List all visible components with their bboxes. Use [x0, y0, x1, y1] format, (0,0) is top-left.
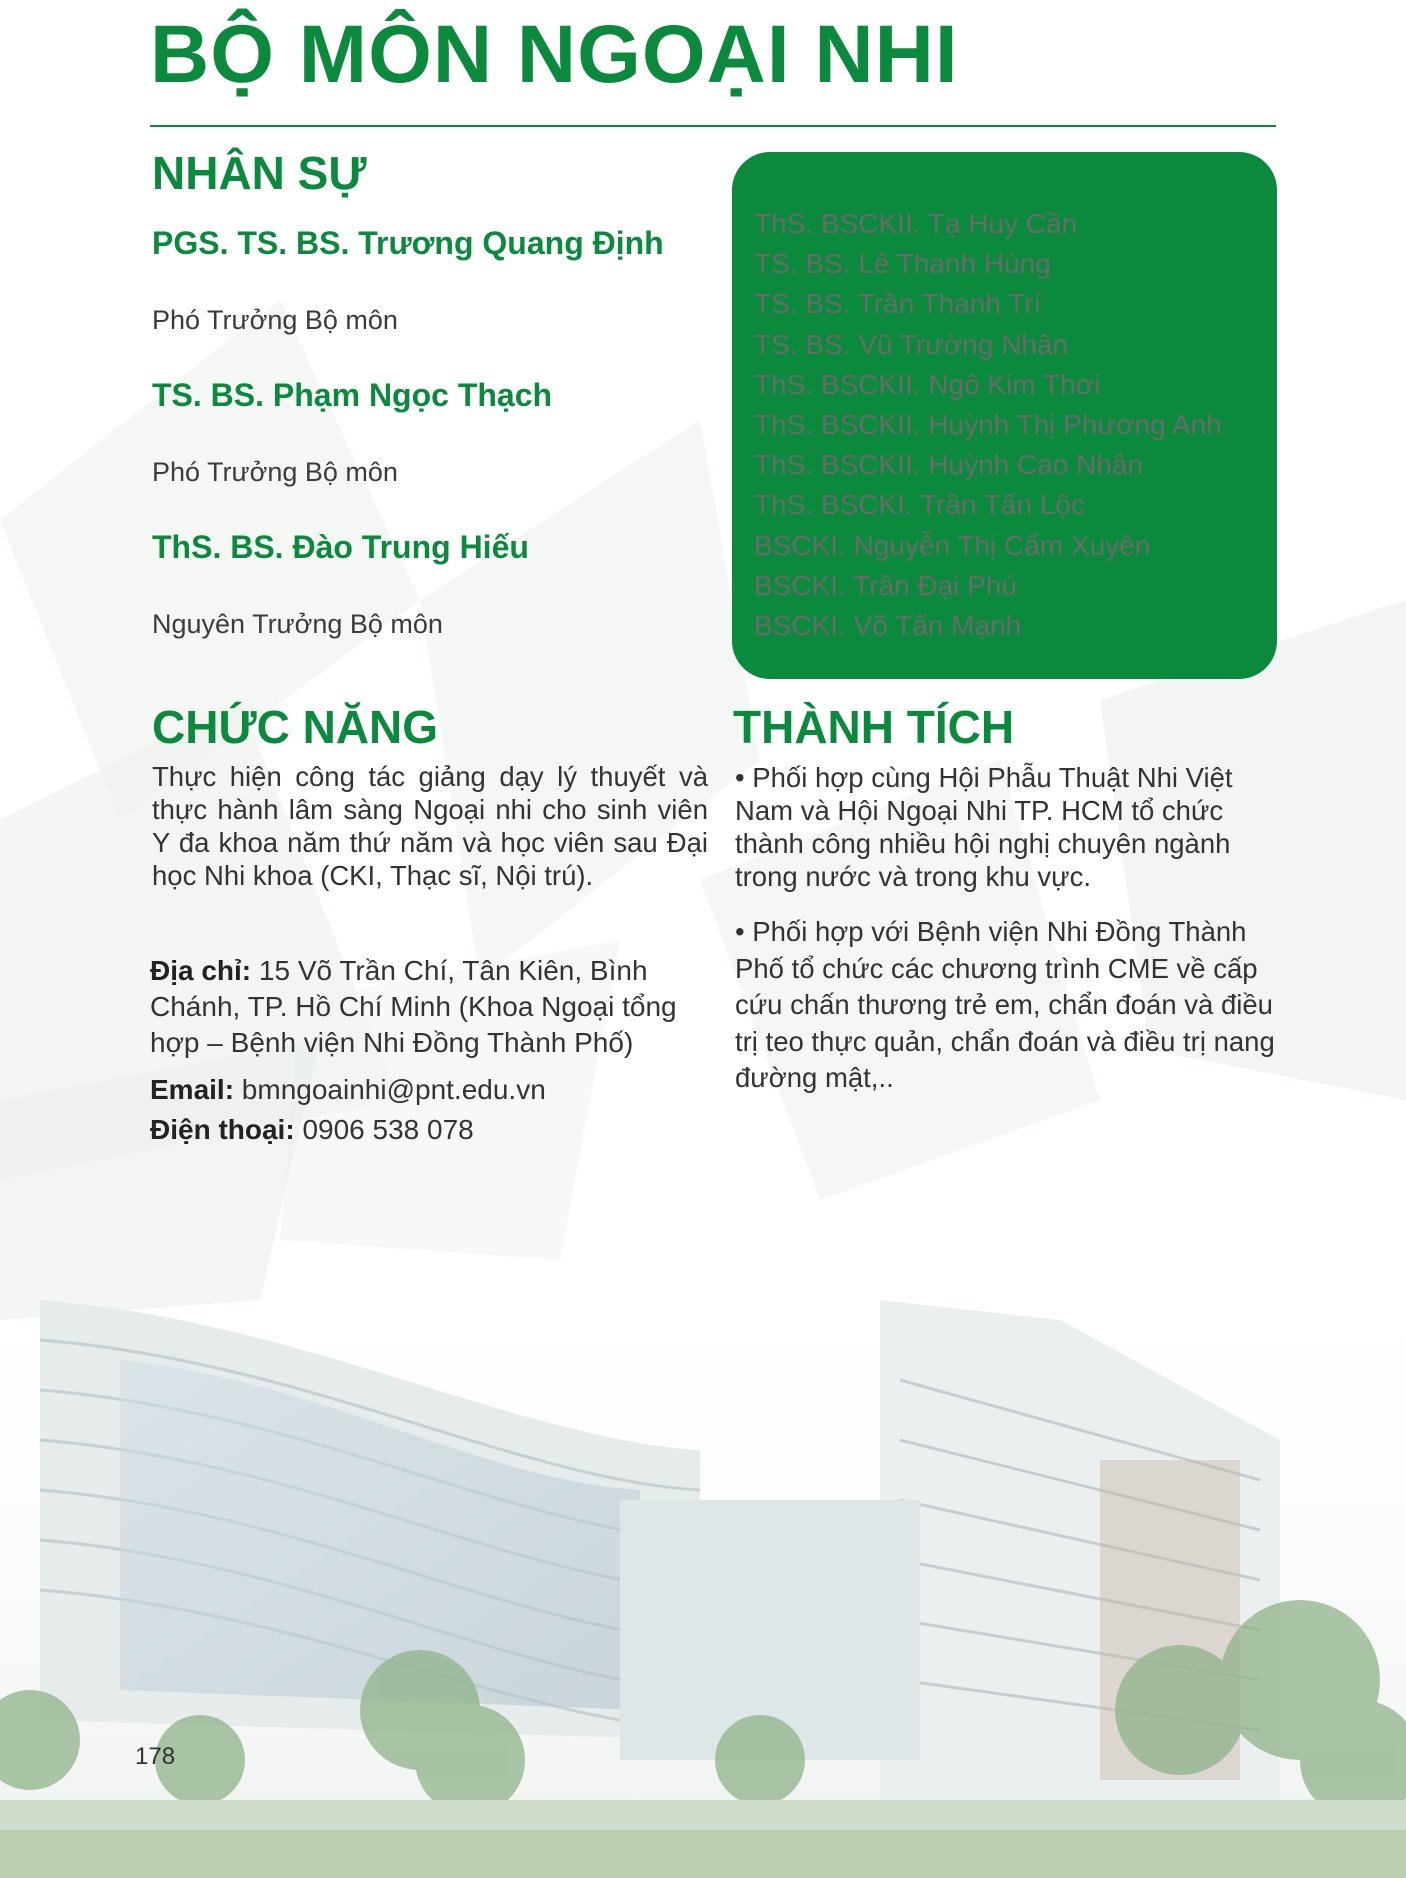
staff-member: BSCKI. Võ Tấn Mạnh [754, 610, 1022, 642]
title-divider [150, 125, 1276, 127]
phone-label: Điện thoại: [150, 1114, 295, 1145]
staff-member: TS. BS. Trần Thanh Trí [754, 288, 1042, 320]
achievements-heading: THÀNH TÍCH [733, 701, 1015, 753]
staff-member: ThS. BSCKI. Trần Tấn Lộc [754, 489, 1085, 521]
leader-name: PGS. TS. BS. Trương Quang Định [152, 225, 664, 261]
phone-value[interactable]: 0906 538 078 [294, 1114, 474, 1145]
function-heading: CHỨC NĂNG [152, 701, 439, 753]
address-value-continued: Chánh, TP. Hồ Chí Minh (Khoa Ngoại tổng hợp – Bệnh viện Nhi Đồng Thành Phố) [150, 991, 677, 1058]
staff-member: TS. BS. Vũ Trường Nhân [754, 328, 1069, 360]
achievement-item: • Phối hợp cùng Hội Phẫu Thuật Nhi Việt Nam và Hội Ngoại Nhi TP. HCM tổ chức thành công nhiều hội nghị chuyên ngành trong nước và trong khu vực. [735, 762, 1233, 892]
leader-role: Nguyên Trưởng Bộ môn [152, 609, 443, 639]
page-title: BỘ MÔN NGOẠI NHI [150, 9, 959, 100]
staff-member: ThS. BSCKII. Tạ Huy Cần [754, 208, 1078, 239]
page-number: 178 [135, 1743, 176, 1770]
address-value: 15 Võ Trần Chí, Tân Kiên, Bình [251, 955, 648, 986]
leader-role: Phó Trưởng Bộ môn [152, 457, 398, 487]
email-value[interactable]: bmngoainhi@pnt.edu.vn [234, 1074, 546, 1105]
email-label: Email: [150, 1074, 235, 1105]
staff-member: BSCKI. Nguyễn Thị Cẩm Xuyên [754, 529, 1151, 561]
address-label: Địa chỉ: [150, 955, 252, 986]
hospital-building-illustration [0, 1240, 1406, 1878]
leader-name: TS. BS. Phạm Ngọc Thạch [152, 377, 553, 413]
staff-members-box [732, 152, 1277, 679]
email-line [150, 1072, 546, 1108]
phone-line [150, 1112, 474, 1148]
staff-members-list [754, 204, 1222, 646]
staff-member: ThS. BSCKII. Huỳnh Cao Nhân [754, 449, 1144, 481]
leader-role: Phó Trưởng Bộ môn [152, 305, 398, 335]
staff-member: BSCKI. Trần Đại Phú [754, 569, 1018, 601]
leader-name: ThS. BS. Đào Trung Hiếu [152, 529, 529, 565]
address-line [150, 953, 710, 1061]
achievement-item: • Phối hợp với Bệnh viện Nhi Đồng Thành Phố tổ chức các chương trình CME về cấp cứu chấn thương trẻ em, chẩn đoán và điều trị teo thực quản, chẩn đoán và điều trị nang đường mật,.. [735, 916, 1275, 1093]
staff-member: ThS. BSCKII. Ngô Kim Thơi [754, 368, 1101, 400]
staff-member: ThS. BSCKII. Huỳnh Thị Phương Anh [754, 409, 1222, 441]
staff-heading: NHÂN SỰ [152, 147, 367, 199]
staff-member: TS. BS. Lê Thanh Hùng [754, 248, 1051, 280]
function-text: Thực hiện công tác giảng dạy lý thuyết và thực hành lâm sàng Ngoại nhi cho sinh viên Y đa khoa năm thứ năm và học viên sau Đại học Nhi khoa (CKI, Thạc sĩ, Nội trú). [152, 761, 708, 891]
